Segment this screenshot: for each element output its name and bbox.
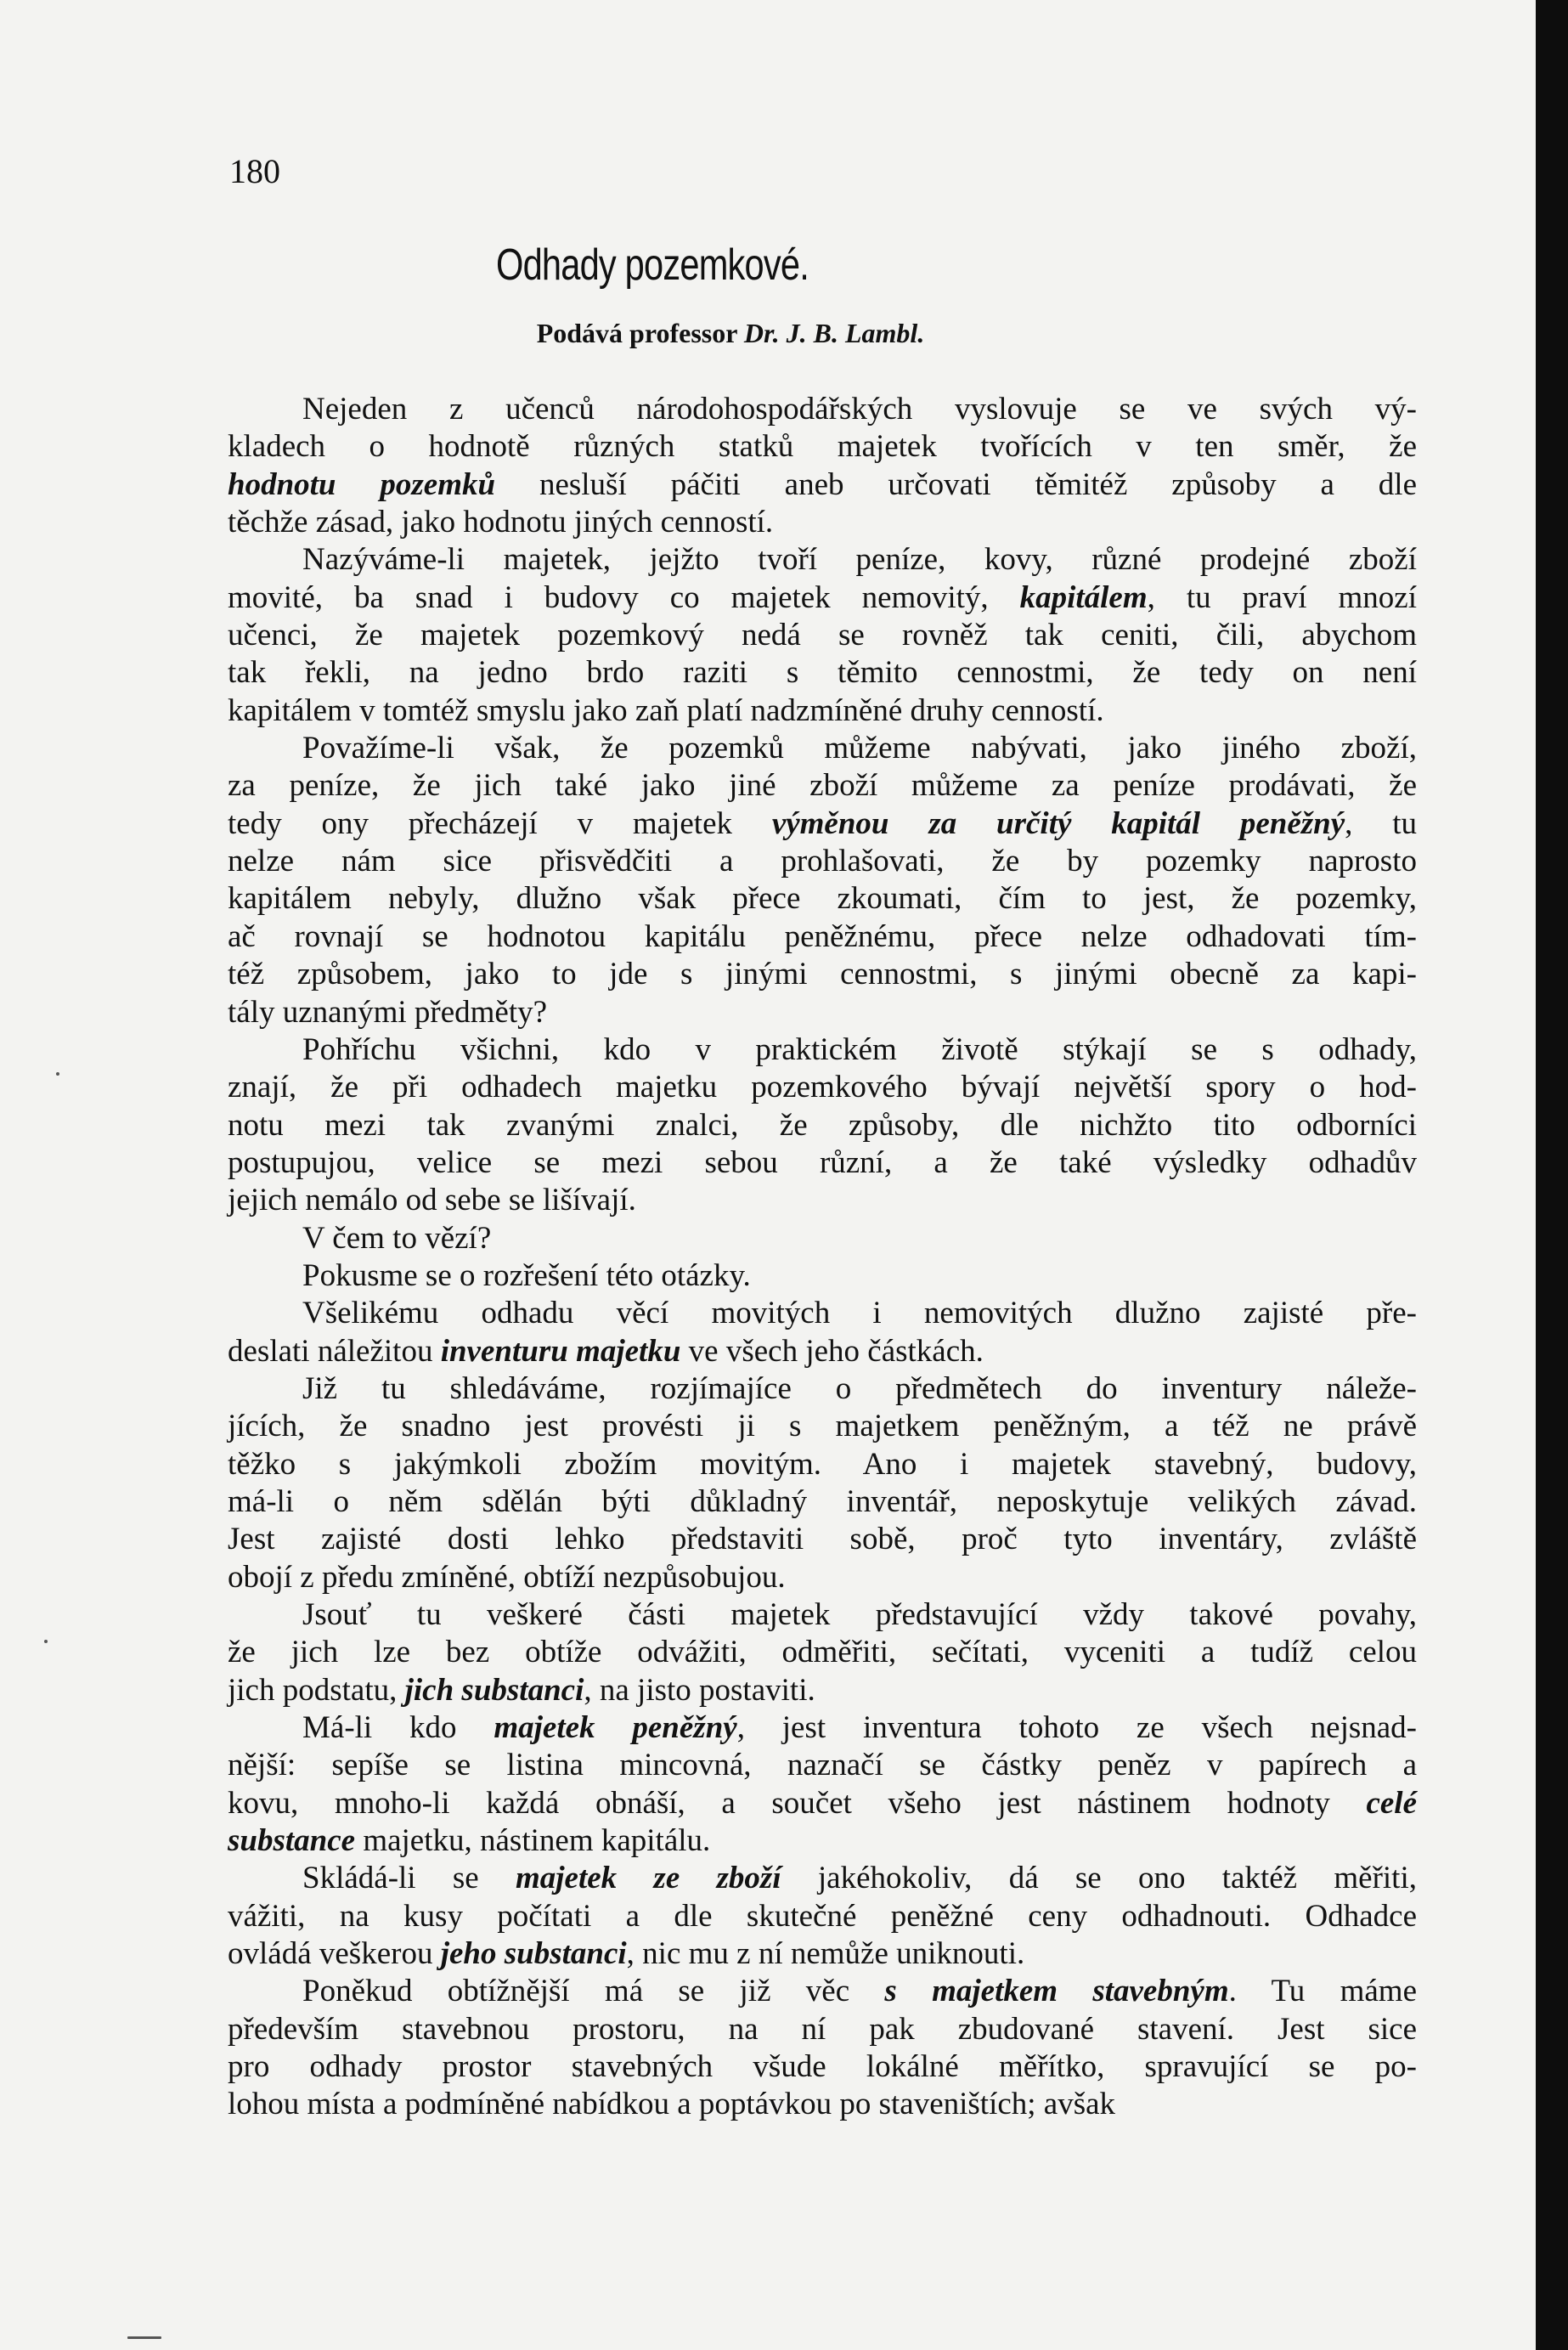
text-run: těžko s jakýmkoli zbožím movitým. Ano i majetek stavebný, budovy, xyxy=(228,1446,1417,1482)
text-run: nější: sepíše se listina mincovná, naznačí se částky peněz v papírech a xyxy=(228,1748,1417,1783)
page-number: 180 xyxy=(229,152,280,190)
emphasized-text: hodnotu pozemků xyxy=(228,466,496,502)
text-run: ač rovnají se hodnotou kapitálu peněžnému, přece nelze odhadovati tím- xyxy=(228,918,1417,954)
scan-speck xyxy=(56,1072,59,1076)
text-run: Pokusme se o rozřešení této otázky. xyxy=(302,1257,751,1293)
emphasized-text: substance xyxy=(228,1823,356,1859)
text-run: nesluší páčiti aneb určovati těmitéž způsoby a dle xyxy=(495,466,1417,502)
text-run: Nazýváme-li majetek, jejžto tvoří peníze, kovy, různé prodejné zboží xyxy=(302,542,1417,578)
text-run: , jest inventura tohoto ze všech nejsnad- xyxy=(736,1710,1418,1746)
text-run: těchže zásad, jako hodnotu jiných cenností. xyxy=(228,505,774,540)
emphasized-text: majetek ze zboží xyxy=(515,1861,781,1896)
text-line xyxy=(228,504,1417,541)
text-line xyxy=(228,1144,1417,1182)
text-line xyxy=(228,692,1417,730)
text-line xyxy=(228,1935,1417,1973)
text-run: Jsouť tu veškeré části majetek představující vždy takové povahy, xyxy=(302,1597,1417,1632)
text-run: obojí z předu zmíněné, obtíží nezpůsobujou. xyxy=(228,1559,786,1595)
text-line xyxy=(228,1559,1417,1596)
text-line xyxy=(228,428,1417,466)
text-line xyxy=(228,956,1417,993)
text-run: jících, že snadno jest provésti ji s majetkem peněžným, a též ne právě xyxy=(228,1409,1417,1444)
text-run: vážiti, na kusy počítati a dle skutečné peněžné ceny odhadnouti. Odhadce xyxy=(228,1898,1417,1934)
text-line xyxy=(228,1446,1417,1483)
text-run: movité, ba snad i budovy co majetek nemovitý, xyxy=(228,579,1020,615)
text-run: Poněkud obtížnější má se již věc xyxy=(302,1974,885,2009)
text-line xyxy=(228,730,1417,767)
text-line xyxy=(228,1257,1417,1295)
scan-border xyxy=(1536,0,1568,2350)
byline xyxy=(0,318,1461,349)
text-run: , tu xyxy=(1345,805,1417,841)
text-run: deslati náležitou xyxy=(228,1333,441,1369)
text-run: učenci, že majetek pozemkový nedá se rovněž tak ceniti, čili, abychom xyxy=(228,618,1417,653)
text-run: má-li o něm sdělán býti důkladný inventář, neposkytuje velikých závad. xyxy=(228,1483,1417,1519)
text-line xyxy=(228,1182,1417,1219)
byline-prefix: Podává professor xyxy=(536,318,744,348)
text-run: Pohříchu všichni, kdo v praktickém životě stýkají se s odhady, xyxy=(302,1031,1417,1067)
text-run: . Tu máme xyxy=(1228,1974,1417,2009)
text-run: jejich nemálo od sebe se lišívají. xyxy=(228,1183,636,1218)
emphasized-text: inventuru majetku xyxy=(440,1333,681,1369)
emphasized-text: jeho substanci xyxy=(440,1936,627,1972)
emphasized-text: majetek peněžný xyxy=(494,1710,737,1746)
text-run: majetku, nástinem kapitálu. xyxy=(355,1823,711,1859)
text-run: ovládá veškerou xyxy=(228,1936,441,1972)
text-line xyxy=(228,654,1417,692)
text-run: tály uznanými předměty? xyxy=(228,994,548,1030)
text-line xyxy=(228,1107,1417,1144)
text-run: kapitálem v tomtéž smyslu jako zaň platí nadzmíněné druhy cenností. xyxy=(228,692,1104,728)
text-line xyxy=(228,2048,1417,2086)
text-line xyxy=(228,1295,1417,1332)
text-line xyxy=(228,466,1417,504)
text-run: , na jisto postaviti. xyxy=(584,1672,815,1708)
text-run: pro odhady prostor stavebných všude lokálné měřítko, spravující se po- xyxy=(228,2049,1417,2085)
text-run: , tu praví mnozí xyxy=(1147,579,1417,615)
scan-speck xyxy=(127,2336,161,2339)
text-run: kladech o hodnotě různých statků majetek tvořících v ten směr, že xyxy=(228,429,1417,465)
text-run: tedy ony přecházejí v majetek xyxy=(228,805,772,841)
text-run: že jich lze bez obtíže odvážiti, odměřiti, sečítati, vyceniti a tudíž celou xyxy=(228,1635,1417,1670)
text-line xyxy=(228,1333,1417,1370)
text-run: jakéhokoliv, dá se ono taktéž měřiti, xyxy=(781,1861,1417,1896)
text-line xyxy=(228,1596,1417,1634)
byline-author: Dr. J. B. Lambl. xyxy=(743,318,925,348)
text-line xyxy=(228,1408,1417,1445)
text-line xyxy=(228,1973,1417,2010)
text-run: nelze nám sice přisvědčiti a prohlašovati, že by pozemky naprosto xyxy=(228,844,1417,879)
text-line xyxy=(228,579,1417,617)
text-line xyxy=(228,1370,1417,1408)
emphasized-text: výměnou za určitý kapitál peněžný xyxy=(771,805,1345,841)
text-line xyxy=(228,1822,1417,1860)
text-run: Jest zajisté dosti lehko představiti sobě, proč tyto inventáry, zvláště xyxy=(228,1522,1417,1557)
emphasized-text: kapitálem xyxy=(1019,579,1148,615)
text-run: znají, že při odhadech majetku pozemkového bývají největší spory o hod- xyxy=(228,1070,1417,1105)
text-line xyxy=(228,391,1417,428)
text-run: notu mezi tak zvanými znalci, že způsoby, dle nichžto tito odborníci xyxy=(228,1107,1417,1143)
text-line xyxy=(228,2011,1417,2048)
emphasized-text: s majetkem stavebným xyxy=(884,1974,1229,2009)
text-line xyxy=(228,1672,1417,1709)
text-run: Všelikému odhadu věcí movitých i nemovitých dlužno zajisté pře- xyxy=(302,1296,1417,1331)
text-line xyxy=(228,767,1417,805)
text-run: též způsobem, jako to jde s jinými cennostmi, s jinými obecně za kapi- xyxy=(228,957,1417,992)
text-run: kapitálem nebyly, dlužno však přece zkoumati, čím to jest, že pozemky, xyxy=(228,881,1417,917)
text-line xyxy=(228,1220,1417,1257)
text-line xyxy=(228,918,1417,956)
text-run: , nic mu z ní nemůže uniknouti. xyxy=(626,1936,1025,1972)
text-line xyxy=(228,805,1417,843)
text-run: za peníze, že jich také jako jiné zboží můžeme za peníze prodávati, že xyxy=(228,768,1417,804)
text-line xyxy=(228,1709,1417,1747)
text-run: Již tu shledáváme, rozjímajíce o předmětech do inventury náleže- xyxy=(302,1370,1417,1406)
text-run: postupujou, velice se mezi sebou různí, a že také výsledky odhadův xyxy=(228,1144,1417,1180)
text-line xyxy=(228,880,1417,918)
text-run: jich podstatu, xyxy=(228,1672,405,1708)
text-line xyxy=(228,1898,1417,1935)
article-body xyxy=(228,391,1417,2124)
text-line xyxy=(228,1031,1417,1069)
text-line xyxy=(228,1747,1417,1784)
text-run: Nejeden z učenců národohospodářských vyslovuje se ve svých vý- xyxy=(302,392,1417,427)
text-run: tak řekli, na jedno brdo raziti s těmito cennostmi, že tedy on není xyxy=(228,655,1417,691)
text-line xyxy=(228,2086,1417,2123)
text-line xyxy=(228,843,1417,880)
emphasized-text: celé xyxy=(1366,1785,1417,1821)
text-line xyxy=(228,541,1417,579)
text-run: lohou místa a podmíněné nabídkou a poptávkou po staveništích; avšak xyxy=(228,2087,1116,2122)
text-line xyxy=(228,1860,1417,1897)
scan-speck xyxy=(44,1640,48,1643)
emphasized-text: jich substanci xyxy=(404,1672,584,1708)
text-line xyxy=(228,1069,1417,1106)
text-run: Skládá-li se xyxy=(302,1861,516,1896)
text-run: kovu, mnoho-li každá obnáší, a součet všeho jest nástinem hodnoty xyxy=(228,1785,1367,1821)
text-run: Má-li kdo xyxy=(302,1710,494,1746)
text-run: Považíme-li však, že pozemků můžeme nabývati, jako jiného zboží, xyxy=(302,731,1417,766)
text-line xyxy=(228,1483,1417,1521)
text-run: V čem to vězí? xyxy=(302,1220,492,1256)
article-title: Odhady pozemkové. xyxy=(496,240,809,290)
text-line xyxy=(228,1785,1417,1822)
text-run: ve všech jeho částkách. xyxy=(680,1333,984,1369)
text-line xyxy=(228,617,1417,654)
text-run: především stavebnou prostoru, na ní pak zbudované stavení. Jest sice xyxy=(228,2011,1417,2047)
text-line xyxy=(228,1521,1417,1558)
text-line xyxy=(228,994,1417,1031)
text-line xyxy=(228,1634,1417,1671)
